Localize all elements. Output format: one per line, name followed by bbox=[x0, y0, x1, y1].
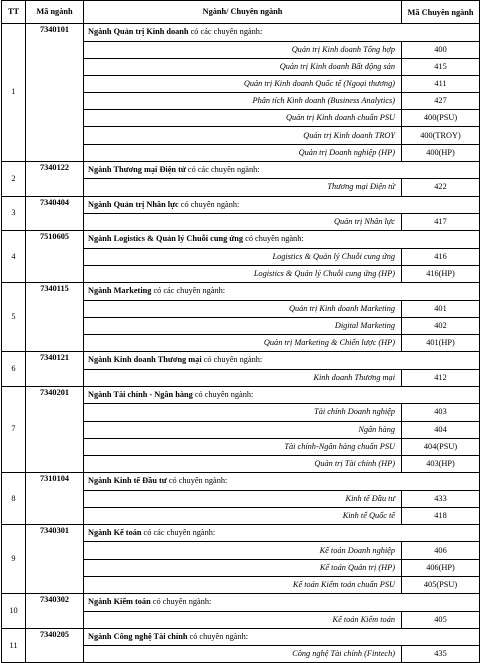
major-code: 7340101 bbox=[26, 24, 84, 162]
major-name: Ngành Kế toán bbox=[88, 528, 142, 538]
major-code: 7340205 bbox=[26, 628, 84, 663]
major-suffix: có các chuyên ngành: bbox=[141, 528, 216, 538]
group-row bbox=[2, 594, 480, 612]
major-name: Ngành Công nghệ Tài chính bbox=[88, 631, 188, 641]
specialization-name: Kế toán Quản trị (HP) bbox=[84, 559, 402, 576]
major-suffix: có chuyên ngành: bbox=[166, 476, 228, 486]
header-row bbox=[2, 1, 480, 24]
specialization-name: Kế toán Doanh nghiệp bbox=[84, 542, 402, 559]
specialization-code: 401(HP) bbox=[402, 334, 480, 351]
major-title-cell bbox=[84, 352, 480, 370]
group-row bbox=[2, 386, 480, 404]
specialization-name: Quản trị Kinh doanh Marketing bbox=[84, 300, 402, 317]
row-number: 5 bbox=[2, 283, 26, 352]
major-title-cell bbox=[84, 524, 480, 542]
specialization-name: Quản trị Kinh doanh chuẩn PSU bbox=[84, 110, 402, 127]
specialization-name: Logistics & Quản lý Chuỗi cung ứng bbox=[84, 248, 402, 265]
row-number: 8 bbox=[2, 473, 26, 525]
specialization-name: Quản trị Nhân lực bbox=[84, 214, 402, 231]
major-code: 7340404 bbox=[26, 196, 84, 231]
major-suffix: có các chuyên ngành: bbox=[151, 286, 226, 296]
major-name: Ngành Quản trị Kinh doanh bbox=[88, 27, 189, 37]
major-code: 7340301 bbox=[26, 524, 84, 593]
group-row bbox=[2, 24, 480, 42]
specialization-code: 435 bbox=[402, 646, 480, 663]
specialization-code: 404 bbox=[402, 421, 480, 438]
specialization-code: 411 bbox=[402, 75, 480, 92]
major-code: 7340122 bbox=[26, 161, 84, 196]
specialization-code: 401 bbox=[402, 300, 480, 317]
row-number: 6 bbox=[2, 352, 26, 387]
specialization-name: Quản trị Kinh doanh TROY bbox=[84, 127, 402, 144]
major-title-cell bbox=[84, 283, 480, 301]
table-body bbox=[2, 24, 480, 663]
specialization-name: Kế toán Kiểm toán bbox=[84, 611, 402, 628]
specialization-name: Kinh tế Quốc tế bbox=[84, 507, 402, 524]
group-row bbox=[2, 161, 480, 179]
specialization-code: 400 bbox=[402, 41, 480, 58]
major-title-cell bbox=[84, 196, 480, 214]
major-code: 7510605 bbox=[26, 231, 84, 283]
specialization-name: Quản trị Marketing & Chiến lược (HP) bbox=[84, 334, 402, 351]
specialization-code: 417 bbox=[402, 214, 480, 231]
row-number: 9 bbox=[2, 524, 26, 593]
specialization-code: 433 bbox=[402, 490, 480, 507]
major-name: Ngành Kinh tế Đầu tư bbox=[88, 476, 167, 486]
specialization-name: Tài chính-Ngân hàng chuẩn PSU bbox=[84, 438, 402, 455]
major-title-cell bbox=[84, 386, 480, 404]
specialization-code: 405 bbox=[402, 611, 480, 628]
major-suffix: có các chuyên ngành: bbox=[188, 27, 263, 37]
specialization-code: 400(HP) bbox=[402, 144, 480, 161]
row-number: 10 bbox=[2, 594, 26, 629]
specialization-name: Digital Marketing bbox=[84, 317, 402, 334]
major-name: Ngành Tài chính - Ngân hàng bbox=[88, 390, 193, 400]
major-name: Ngành Kiểm toán bbox=[88, 597, 151, 607]
major-code: 7340302 bbox=[26, 594, 84, 629]
row-number: 11 bbox=[2, 628, 26, 663]
major-suffix: có chuyên ngành: bbox=[192, 390, 254, 400]
major-suffix: có chuyên ngành: bbox=[201, 355, 263, 365]
major-title-cell bbox=[84, 628, 480, 646]
header-code: Mã ngành bbox=[26, 1, 84, 24]
specialization-name: Kinh doanh Thương mại bbox=[84, 369, 402, 386]
specialization-name: Quản trị Kinh doanh Tổng hợp bbox=[84, 41, 402, 58]
group-row bbox=[2, 628, 480, 646]
major-suffix: có chuyên ngành: bbox=[243, 234, 304, 244]
specialization-code: 405(PSU) bbox=[402, 576, 480, 593]
header-tt: TT bbox=[2, 1, 26, 24]
major-title-cell bbox=[84, 473, 480, 491]
specialization-name: Quản trị Kinh doanh Bất động sản bbox=[84, 58, 402, 75]
row-number: 7 bbox=[2, 386, 26, 472]
specialization-code: 404(PSU) bbox=[402, 438, 480, 455]
major-name: Ngành Thương mại Điện tử bbox=[88, 165, 186, 175]
specialization-code: 416 bbox=[402, 248, 480, 265]
specialization-code: 406 bbox=[402, 542, 480, 559]
specialization-code: 415 bbox=[402, 58, 480, 75]
group-row bbox=[2, 283, 480, 301]
specialization-code: 402 bbox=[402, 317, 480, 334]
major-suffix: có chuyên ngành: bbox=[150, 597, 212, 607]
major-title-cell bbox=[84, 161, 480, 179]
major-code: 7340201 bbox=[26, 386, 84, 472]
major-title-cell bbox=[84, 594, 480, 612]
group-row bbox=[2, 524, 480, 542]
specialization-name: Ngân hàng bbox=[84, 421, 402, 438]
specialization-name: Tài chính Doanh nghiệp bbox=[84, 404, 402, 421]
specialization-code: 400(PSU) bbox=[402, 110, 480, 127]
row-number: 2 bbox=[2, 161, 26, 196]
specialization-code: 418 bbox=[402, 507, 480, 524]
header-spec-code: Mã Chuyên ngành bbox=[402, 1, 480, 24]
specialization-code: 406(HP) bbox=[402, 559, 480, 576]
major-title-cell bbox=[84, 231, 480, 249]
major-name: Ngành Logistics & Quản lý Chuỗi cung ứng bbox=[88, 234, 244, 244]
majors-table bbox=[1, 0, 480, 663]
specialization-name: Thương mại Điện tử bbox=[84, 179, 402, 196]
specialization-name: Kinh tế Đầu tư bbox=[84, 490, 402, 507]
group-row bbox=[2, 196, 480, 214]
group-row bbox=[2, 352, 480, 370]
group-row bbox=[2, 473, 480, 491]
major-name: Ngành Kinh doanh Thương mại bbox=[88, 355, 202, 365]
major-suffix: có các chuyên ngành: bbox=[185, 165, 260, 175]
major-title-cell bbox=[84, 24, 480, 42]
group-row bbox=[2, 231, 480, 249]
specialization-code: 412 bbox=[402, 369, 480, 386]
major-suffix: có chuyên ngành: bbox=[187, 631, 249, 641]
major-code: 7340121 bbox=[26, 352, 84, 387]
row-number: 1 bbox=[2, 24, 26, 162]
row-number: 3 bbox=[2, 196, 26, 231]
specialization-name: Logistics & Quản lý Chuỗi cung ứng (HP) bbox=[84, 265, 402, 282]
specialization-name: Kế toán Kiểm toán chuẩn PSU bbox=[84, 576, 402, 593]
major-code: 7310104 bbox=[26, 473, 84, 525]
specialization-name: Phân tích Kinh doanh (Business Analytics) bbox=[84, 93, 402, 110]
specialization-code: 416(HP) bbox=[402, 265, 480, 282]
major-suffix: có chuyên ngành: bbox=[178, 199, 240, 209]
specialization-code: 400(TROY) bbox=[402, 127, 480, 144]
major-name: Ngành Marketing bbox=[88, 286, 152, 296]
specialization-name: Quản trị Doanh nghiệp (HP) bbox=[84, 144, 402, 161]
major-code: 7340115 bbox=[26, 283, 84, 352]
major-name: Ngành Quản trị Nhân lực bbox=[88, 199, 179, 209]
specialization-code: 403(HP) bbox=[402, 455, 480, 472]
specialization-name: Công nghệ Tài chính (Fintech) bbox=[84, 646, 402, 663]
specialization-code: 427 bbox=[402, 93, 480, 110]
header-name: Ngành/ Chuyên ngành bbox=[84, 1, 402, 24]
specialization-code: 422 bbox=[402, 179, 480, 196]
specialization-name: Quản trị Tài chính (HP) bbox=[84, 455, 402, 472]
row-number: 4 bbox=[2, 231, 26, 283]
specialization-code: 403 bbox=[402, 404, 480, 421]
specialization-name: Quản trị Kinh doanh Quốc tế (Ngoại thương) bbox=[84, 75, 402, 92]
